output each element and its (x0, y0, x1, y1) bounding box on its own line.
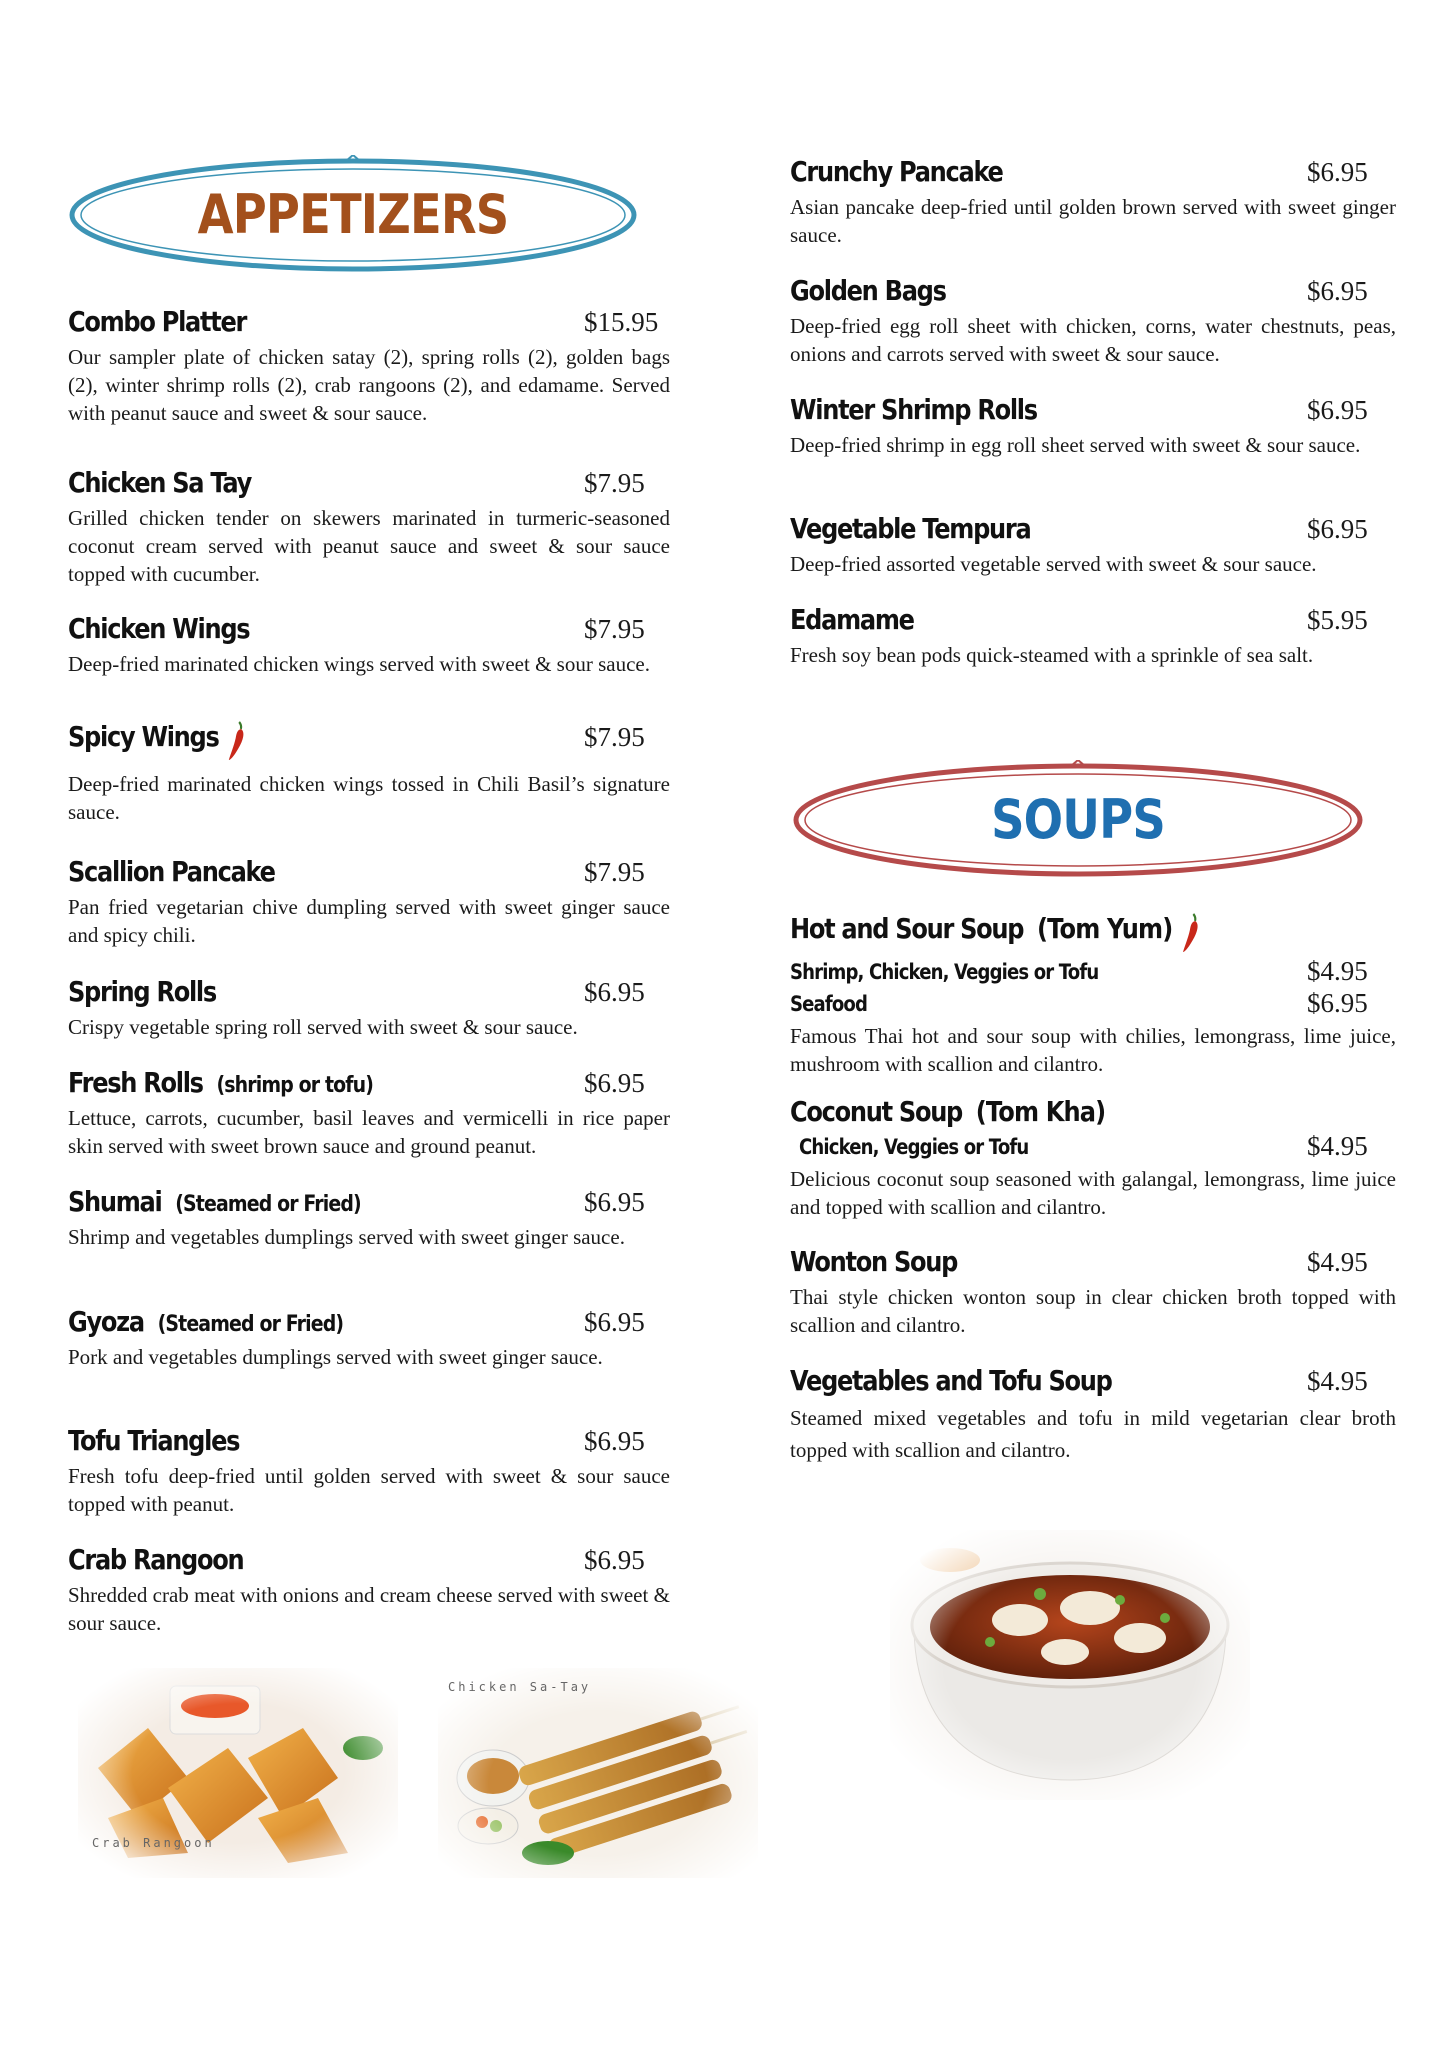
item-name (790, 912, 1202, 954)
menu-item (68, 1424, 670, 1518)
item-price: $6.95 (584, 977, 645, 1007)
item-description: Deep-fried shrimp in egg roll sheet served with sweet & sour sauce. (790, 433, 1361, 457)
option-label: Seafood (790, 992, 868, 1016)
menu-item (790, 1364, 1396, 1466)
item-description: Our sampler plate of chicken satay (2), spring rolls (2), golden bags (2), winter shrimp rolls (2), crab rangoons (2), and edamame. Served with peanut sauce and sweet & sour sauce. (68, 345, 670, 425)
item-description: Lettuce, carrots, cucumber, basil leaves and vermicelli in rice paper skin served with sweet brown sauce and ground peanut. (68, 1106, 670, 1158)
item-price: $7.95 (584, 468, 645, 498)
item-name (68, 1066, 373, 1099)
item-description: Pan fried vegetarian chive dumpling served with sweet ginger sauce and spicy chili. (68, 895, 670, 947)
item-price: $6.95 (584, 1068, 645, 1098)
soup-bowl-image (890, 1530, 1250, 1800)
chicken-satay-image (438, 1668, 758, 1878)
menu-item (68, 1185, 670, 1251)
item-description: Fresh soy bean pods quick-steamed with a sprinkle of sea salt. (790, 643, 1314, 667)
item-price: $6.95 (584, 1545, 645, 1575)
soups-title: SOUPS (991, 788, 1165, 851)
item-description: Steamed mixed vegetables and tofu in mild vegetarian clear broth topped with scallion and cilantro. (790, 1406, 1396, 1462)
item-note: (Tom Yum) (1036, 912, 1173, 945)
item-name-text: Gyoza (68, 1305, 144, 1338)
appetizers-title: APPETIZERS (197, 183, 509, 246)
item-note: (Steamed or Fried) (175, 1192, 361, 1217)
menu-item (790, 1095, 1396, 1221)
menu-item (68, 720, 670, 826)
appetizers-banner (68, 155, 638, 275)
menu-item (790, 393, 1396, 459)
option-row (790, 1133, 1396, 1165)
item-price: $4.95 (1307, 1366, 1368, 1396)
item-description: Fresh tofu deep-fried until golden served with sweet & sour sauce topped with peanut. (68, 1464, 670, 1516)
item-name-text: Spicy Wings (68, 720, 219, 753)
item-description: Delicious coconut soup seasoned with galangal, lemongrass, lime juice and topped with scallion and cilantro. (790, 1167, 1396, 1219)
item-name: Chicken Sa Tay (68, 466, 252, 499)
item-name: Chicken Wings (68, 612, 250, 645)
menu-item (68, 855, 670, 949)
item-name: Combo Platter (68, 305, 247, 338)
item-description: Shredded crab meat with onions and cream cheese served with sweet & sour sauce. (68, 1583, 670, 1635)
menu-item (790, 155, 1396, 249)
item-name (68, 1185, 361, 1218)
item-price: $7.95 (584, 857, 645, 887)
option-row (790, 990, 1396, 1022)
item-note: (Steamed or Fried) (157, 1312, 344, 1337)
item-price: $6.95 (1307, 514, 1368, 544)
chili-pepper-icon (227, 720, 248, 762)
item-price: $15.95 (584, 307, 659, 337)
item-name-text: Coconut Soup (790, 1095, 962, 1128)
item-name-text: Shumai (68, 1185, 162, 1218)
item-description: Pork and vegetables dumplings served with sweet ginger sauce. (68, 1345, 603, 1369)
menu-item (790, 912, 1396, 1078)
item-description: Shrimp and vegetables dumplings served with sweet ginger sauce. (68, 1225, 625, 1249)
item-name: Vegetable Tempura (790, 512, 1031, 545)
item-name (68, 720, 248, 762)
item-price: $6.95 (584, 1187, 645, 1217)
item-name: Crab Rangoon (68, 1543, 244, 1576)
option-row (790, 958, 1396, 990)
item-price: $6.95 (584, 1307, 645, 1337)
menu-item (68, 466, 670, 588)
item-description: Famous Thai hot and sour soup with chilies, lemongrass, lime juice, mushroom with scallion and cilantro. (790, 1024, 1396, 1076)
item-price: $6.95 (1307, 157, 1368, 187)
item-description: Asian pancake deep-fried until golden brown served with sweet ginger sauce. (790, 195, 1396, 247)
item-price: $7.95 (584, 722, 645, 752)
item-name: Winter Shrimp Rolls (790, 393, 1037, 426)
item-description: Grilled chicken tender on skewers marinated in turmeric-seasoned coconut cream served with peanut sauce and sweet & sour sauce topped with cucumber. (68, 506, 670, 586)
item-note: (shrimp or tofu) (216, 1073, 374, 1098)
option-label: Shrimp, Chicken, Veggies or Tofu (790, 960, 1099, 984)
crab-rangoon-caption: Crab Rangoon (92, 1836, 215, 1850)
chicken-satay-photo (438, 1668, 758, 1878)
item-price: $6.95 (1307, 395, 1368, 425)
item-description: Crispy vegetable spring roll served with sweet & sour sauce. (68, 1015, 578, 1039)
item-description: Deep-fried assorted vegetable served with sweet & sour sauce. (790, 552, 1317, 576)
item-price: $4.95 (1307, 1247, 1368, 1277)
item-name: Spring Rolls (68, 975, 216, 1008)
item-name (68, 1305, 343, 1338)
menu-item (790, 1245, 1396, 1339)
item-description: Deep-fried marinated chicken wings tossed in Chili Basil’s signature sauce. (68, 772, 670, 824)
item-name: Golden Bags (790, 274, 946, 307)
item-description: Deep-fried marinated chicken wings served with sweet & sour sauce. (68, 652, 650, 676)
item-name: Vegetables and Tofu Soup (790, 1364, 1112, 1397)
menu-item (68, 1543, 670, 1637)
option-price: $4.95 (1307, 956, 1368, 986)
menu-item (68, 612, 670, 678)
chili-pepper-icon (1181, 912, 1202, 954)
menu-item (68, 1305, 670, 1371)
item-price: $6.95 (1307, 276, 1368, 306)
option-price: $6.95 (1307, 988, 1368, 1018)
soup-bowl-photo (890, 1530, 1250, 1800)
crab-rangoon-photo (78, 1668, 398, 1878)
item-name: Tofu Triangles (68, 1424, 240, 1457)
menu-item (790, 603, 1396, 669)
item-note: (Tom Kha) (975, 1095, 1106, 1128)
option-price: $4.95 (1307, 1131, 1368, 1161)
soups-banner (792, 760, 1364, 880)
item-name: Edamame (790, 603, 914, 636)
item-name: Scallion Pancake (68, 855, 275, 888)
item-name (790, 1095, 1105, 1128)
item-price: $6.95 (584, 1426, 645, 1456)
menu-item (790, 512, 1396, 578)
item-name: Crunchy Pancake (790, 155, 1003, 188)
menu-item (68, 975, 670, 1041)
item-name-text: Fresh Rolls (68, 1066, 203, 1099)
chicken-satay-caption: Chicken Sa-Tay (448, 1680, 592, 1694)
item-name: Wonton Soup (790, 1245, 958, 1278)
menu-item (68, 305, 670, 427)
menu-item (68, 1066, 670, 1160)
item-price: $7.95 (584, 614, 645, 644)
item-name-text: Hot and Sour Soup (790, 912, 1024, 945)
item-description: Deep-fried egg roll sheet with chicken, corns, water chestnuts, peas, onions and carrots served with sweet & sour sauce. (790, 314, 1396, 366)
menu-item (790, 274, 1396, 368)
item-description: Thai style chicken wonton soup in clear chicken broth topped with scallion and cilantro. (790, 1285, 1396, 1337)
item-price: $5.95 (1307, 605, 1368, 635)
option-label: Chicken, Veggies or Tofu (799, 1135, 1029, 1159)
